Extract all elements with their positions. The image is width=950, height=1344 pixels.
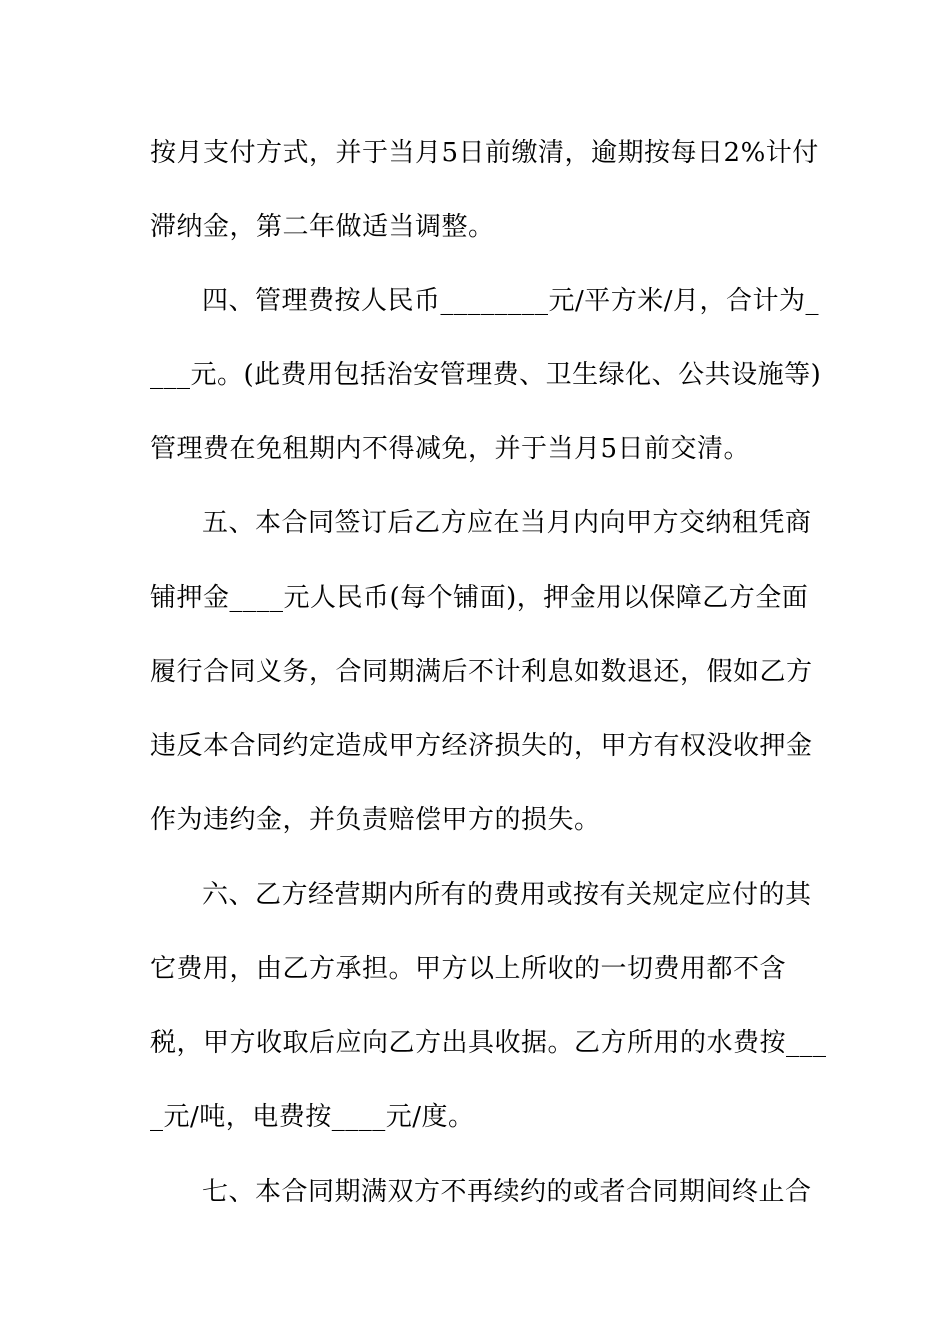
text-line: 违反本合同约定造成甲方经济损失的，甲方有权没收押金: [150, 731, 813, 761]
text-line: 四、管理费按人民币________元/平方米/月，合计为_: [202, 286, 820, 316]
text-line: 按月支付方式，并于当月5日前缴清，逾期按每日2%计付: [150, 138, 819, 168]
text-line: 铺押金____元人民币(每个铺面)，押金用以保障乙方全面: [150, 583, 809, 613]
text-line: 履行合同义务，合同期满后不计利息如数退还，假如乙方: [150, 657, 813, 687]
text-line: 它费用，由乙方承担。甲方以上所收的一切费用都不含: [150, 954, 787, 984]
text-line: 五、本合同签订后乙方应在当月内向甲方交纳租凭商: [202, 508, 812, 538]
text-line: _元/吨，电费按____元/度。: [150, 1102, 475, 1132]
text-line: 六、乙方经营期内所有的费用或按有关规定应付的其: [202, 880, 812, 910]
text-line: 作为违约金，并负责赔偿甲方的损失。: [150, 805, 601, 835]
text-line: 税，甲方收取后应向乙方出具收据。乙方所用的水费按___: [150, 1028, 827, 1058]
text-line: ___元。(此费用包括治安管理费、卫生绿化、公共设施等): [150, 360, 822, 390]
text-line: 滞纳金，第二年做适当调整。: [150, 212, 495, 242]
text-line: 管理费在免租期内不得减免，并于当月5日前交清。: [150, 434, 751, 464]
text-line: 七、本合同期满双方不再续约的或者合同期间终止合: [202, 1177, 812, 1207]
